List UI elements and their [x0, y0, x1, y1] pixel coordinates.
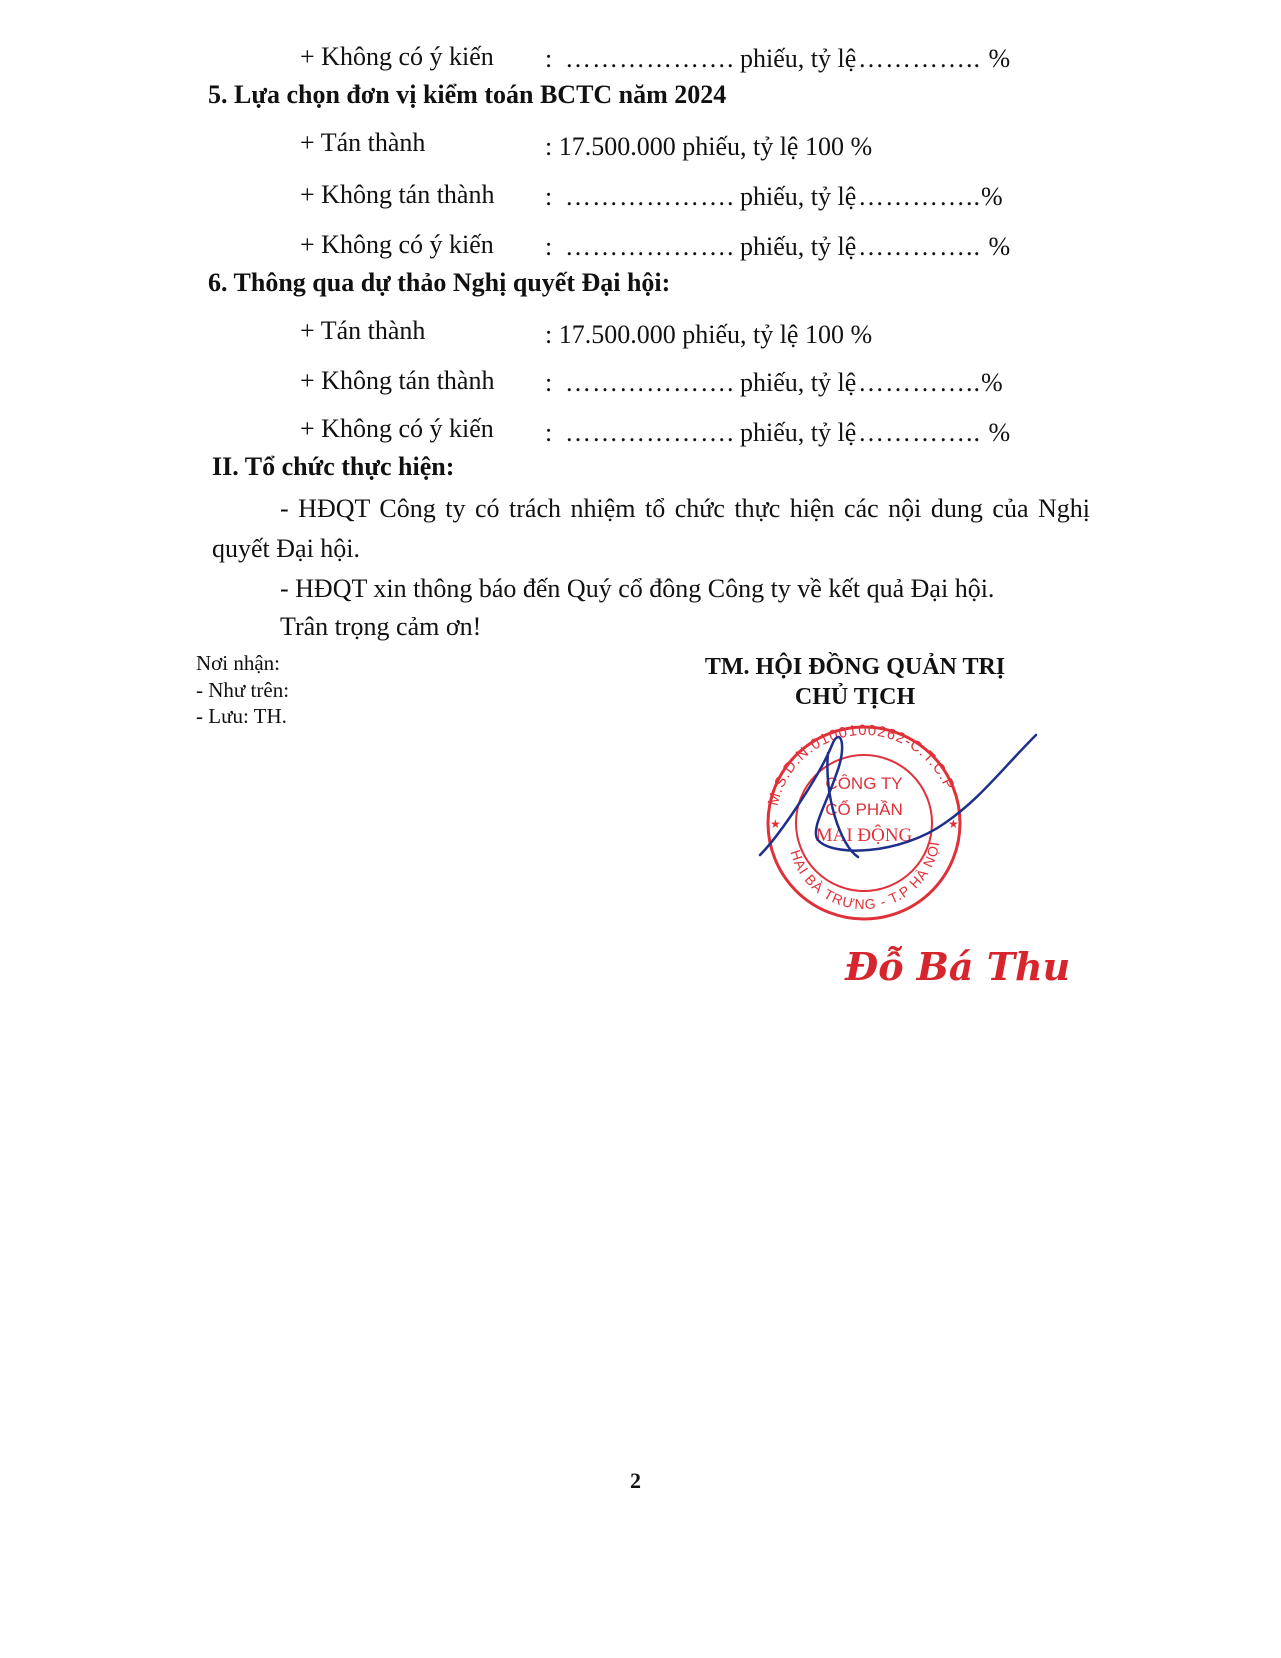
stamp-line-2: CỔ PHẦN: [825, 800, 903, 819]
s6-no-opinion-label: + Không có ý kiến: [300, 414, 494, 443]
s5-disapprove-pct: …………..%: [858, 182, 1004, 211]
s6-approve-result: : 17.500.000 phiếu, tỷ lệ 100 %: [545, 320, 873, 349]
s6-disapprove-label: + Không tán thành: [300, 366, 495, 395]
recipients-title: Nơi nhận:: [196, 651, 281, 675]
prev-no-opinion-pct: ………….. %: [858, 44, 1012, 73]
s5-disapprove-value: ……………….: [565, 182, 735, 211]
s5-approve-result: : 17.500.000 phiếu, tỷ lệ 100 %: [545, 132, 873, 161]
s6-disapprove-pct: …………..%: [858, 368, 1004, 397]
signature-title-chairman: CHỦ TỊCH: [794, 684, 916, 710]
s5-approve-label: + Tán thành: [300, 128, 426, 157]
section5-title: 5. Lựa chọn đơn vị kiểm toán BCTC năm 2024: [208, 80, 727, 109]
implementation-title: II. Tổ chức thực hiện:: [212, 452, 455, 481]
s5-no-opinion-colon: :: [545, 232, 553, 261]
recipients-item-2: - Lưu: TH.: [196, 704, 287, 728]
closing-text: Trân trọng cảm ơn!: [280, 612, 482, 641]
prev-no-opinion-mid: phiếu, tỷ lệ: [740, 44, 857, 73]
company-stamp: [740, 705, 1060, 935]
implementation-para1-line2: quyết Đại hội.: [212, 534, 361, 563]
stamp-star-left: ★: [770, 817, 781, 831]
s5-disapprove-colon: :: [545, 182, 553, 211]
prev-no-opinion-value: ……………….: [565, 44, 735, 73]
stamp-bottom-text: HAI BÀ TRƯNG - T.P HÀ NỘI: [787, 839, 943, 913]
s5-no-opinion-pct: ………….. %: [858, 232, 1012, 261]
stamp-line-3: MAI ĐỘNG: [815, 825, 913, 846]
s5-no-opinion-mid: phiếu, tỷ lệ: [740, 232, 857, 261]
signature-title-board: TM. HỘI ĐỒNG QUẢN TRỊ: [704, 654, 1006, 680]
page-number: 2: [630, 1468, 641, 1493]
s6-no-opinion-pct: ………….. %: [858, 418, 1012, 447]
s6-no-opinion-mid: phiếu, tỷ lệ: [740, 418, 857, 447]
svg-text:M.S.D.N:0100100262-C.T.C.P: [765, 722, 958, 808]
s6-approve-label: + Tán thành: [300, 316, 426, 345]
prev-no-opinion-label: + Không có ý kiến: [300, 42, 494, 71]
stamp-line-1: CÔNG TY: [825, 774, 903, 793]
recipients-item-1: - Như trên:: [196, 678, 290, 702]
section6-title: 6. Thông qua dự thảo Nghị quyết Đại hội:: [208, 268, 671, 297]
implementation-para1-line1: - HĐQT Công ty có trách nhiệm tổ chức thực hiện các nội dung của Nghị: [280, 494, 1090, 523]
s6-disapprove-value: ……………….: [565, 368, 735, 397]
implementation-para2: - HĐQT xin thông báo đến Quý cổ đông Công ty về kết quả Đại hội.: [280, 574, 995, 603]
s6-no-opinion-colon: :: [545, 418, 553, 447]
s6-disapprove-colon: :: [545, 368, 553, 397]
signer-name: Đỗ Bá Thu: [845, 944, 1071, 989]
s5-disapprove-mid: phiếu, tỷ lệ: [740, 182, 857, 211]
s6-no-opinion-value: ……………….: [565, 418, 735, 447]
stamp-star-right: ★: [948, 817, 959, 831]
s6-disapprove-mid: phiếu, tỷ lệ: [740, 368, 857, 397]
s5-disapprove-label: + Không tán thành: [300, 180, 495, 209]
s5-no-opinion-label: + Không có ý kiến: [300, 230, 494, 259]
stamp-top-text: M.S.D.N:0100100262-C.T.C.P: [764, 721, 959, 808]
prev-no-opinion-colon: :: [545, 44, 553, 73]
s5-no-opinion-value: ……………….: [565, 232, 735, 261]
